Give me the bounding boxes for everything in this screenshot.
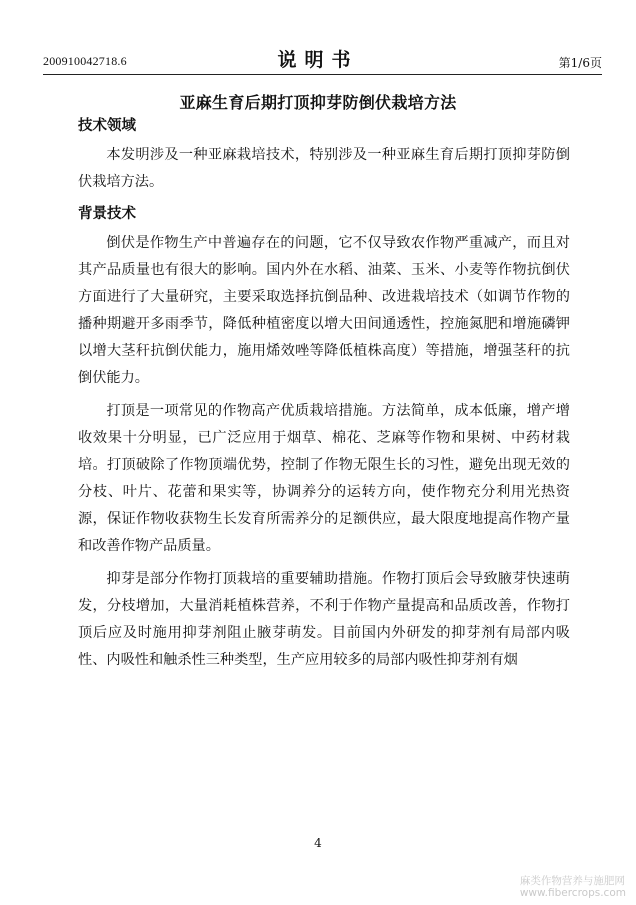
document-body xyxy=(78,114,570,680)
page-label: 第1/6页 xyxy=(558,56,602,70)
section-heading-technical-field: 技术领域 xyxy=(78,117,136,134)
paragraph-lodging: 倒伏是作物生产中普遍存在的问题，它不仅导致农作物严重减产，而且对其产品质量也有很大的影响。国内外在水稻、油菜、玉米、小麦等作物抗倒伏方面进行了大量研究，主要采取选择抗倒品种、改进栽培技术（如调节作物的播种期避开多雨季节，降低种植密度以增大田间通透性，控施氮肥和增施磷钾以增大茎秆抗倒伏能力，施用烯效唑等降低植株高度）等措施，增强茎秆的抗倒伏能力。 xyxy=(78,235,570,386)
document-title: 亚麻生育后期打顶抑芽防倒伏栽培方法 xyxy=(179,93,457,112)
watermark-site-name: 麻类作物营养与施肥网 xyxy=(519,875,625,887)
section-heading-background: 背景技术 xyxy=(78,205,136,222)
patent-number: 200910042718.6 xyxy=(43,54,127,68)
watermark-site-url: www.fibercrops.com xyxy=(519,887,626,899)
header-divider xyxy=(43,74,602,75)
paragraph-sprout-inhibition: 抑芽是部分作物打顶栽培的重要辅助措施。作物打顶后会导致腋芽快速萌发，分枝增加，大量消耗植株营养，不利于作物产量提高和品质改善，作物打顶后应及时施用抑芽剂阻止腋芽萌发。目前国内外研发的抑芽剂有局部内吸性、内吸性和触杀性三种类型，生产应用较多的局部内吸性抑芽剂有烟 xyxy=(78,571,570,668)
doc-type-title: 说明书 xyxy=(277,49,359,71)
paragraph-topping: 打顶是一项常见的作物高产优质栽培措施。方法简单，成本低廉，增产增收效果十分明显，已广泛应用于烟草、棉花、芝麻等作物和果树、中药材栽培。打顶破除了作物顶端优势，控制了作物无限生长的习性，避免出现无效的分枝、叶片、花蕾和果实等，协调养分的运转方向，使作物充分利用光热资源，保证作物收获物生长发育所需养分的足额供应，最大限度地提高作物产量和改善作物产品质量。 xyxy=(78,403,570,554)
site-watermark xyxy=(520,875,626,899)
paragraph-technical-field: 本发明涉及一种亚麻栽培技术，特别涉及一种亚麻生育后期打顶抑芽防倒伏栽培方法。 xyxy=(78,147,570,190)
page-number: 4 xyxy=(314,836,322,850)
